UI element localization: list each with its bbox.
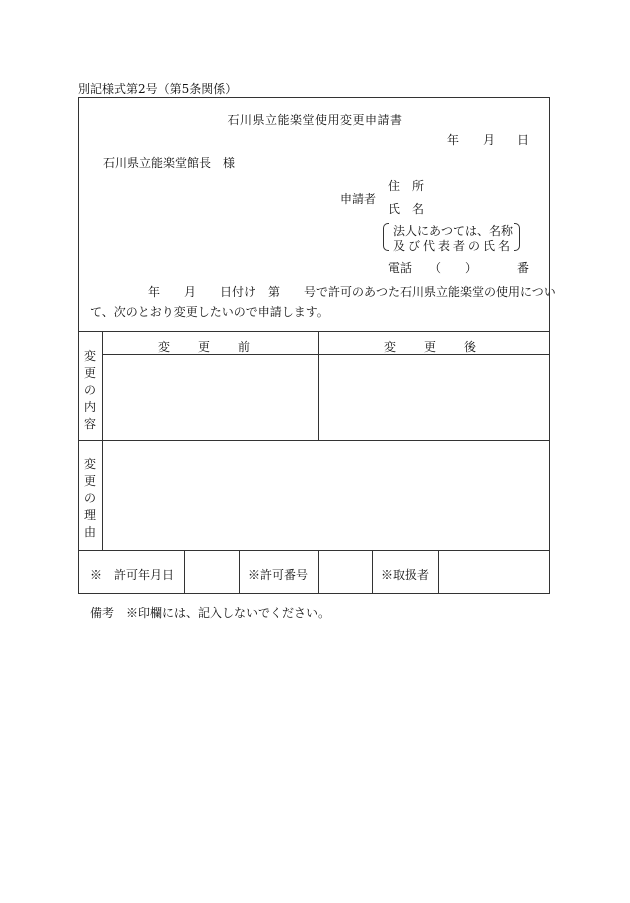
phone-label: 電話	[388, 261, 413, 275]
divider	[372, 550, 373, 594]
divider	[78, 440, 550, 441]
before-header: 変更前	[158, 340, 279, 354]
date-day: 日	[517, 133, 530, 147]
left-bracket	[383, 223, 389, 251]
after-header: 変更後	[384, 340, 505, 354]
form-number: 別記様式第2号（第5条関係）	[78, 82, 238, 96]
divider	[318, 550, 319, 594]
change-content-label: 変 更 の 内 容	[83, 349, 96, 431]
remarks-note: 備考 ※印欄には、記入しないでください。	[90, 606, 331, 620]
divider	[184, 550, 185, 594]
form-title: 石川県立能楽堂使用変更申請書	[227, 113, 403, 127]
permit-date-label: ※ 許可年月日	[90, 568, 175, 582]
applicant-label: 申請者	[340, 192, 377, 206]
divider	[239, 550, 240, 594]
date-month: 月	[483, 133, 496, 147]
handler-label: ※取扱者	[381, 568, 430, 582]
phone-area-code: （ ）	[429, 261, 478, 275]
divider	[318, 331, 319, 440]
corporation-note	[383, 222, 520, 252]
body-text-line2: て、次のとおり変更したいので申請します。	[90, 305, 329, 319]
divider	[438, 550, 439, 594]
change-reason-label: 変 更 の 理 由	[83, 457, 96, 539]
name-field-label: 氏 名	[388, 202, 425, 216]
divider	[78, 550, 550, 551]
date-year: 年	[447, 133, 460, 147]
permit-number-label: ※許可番号	[248, 568, 309, 582]
corporation-note-line1: 法人にあつては、名称	[393, 224, 514, 238]
divider	[102, 331, 103, 550]
divider	[78, 331, 550, 332]
body-text-line1: 年 月 日付け 第 号で許可のあつた石川県立能楽堂の使用につい	[148, 285, 556, 299]
addressee: 石川県立能楽堂館長 様	[103, 156, 236, 170]
right-bracket	[514, 223, 520, 251]
corporation-note-line2: 及び代表者の氏名	[393, 239, 514, 253]
phone-suffix: 番	[517, 261, 530, 275]
address-field-label: 住 所	[388, 179, 425, 193]
